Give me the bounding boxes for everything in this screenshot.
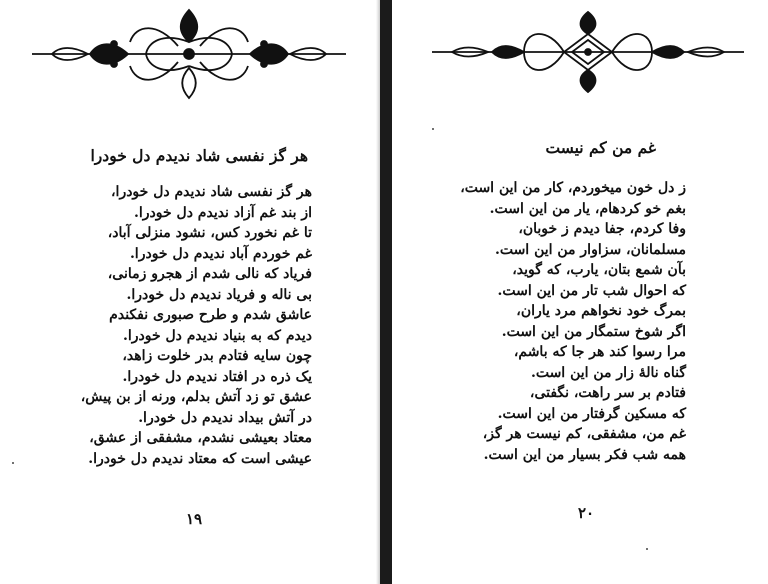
poem-line: همه شب فکر بسیار من این است.: [483, 446, 686, 463]
poem-line: بآن شمع بتان، یارب، که گوید،: [512, 262, 686, 278]
poem-line: فریاد که نالی شدم از هجرو زمانی،: [107, 266, 312, 282]
left-page: [0, 0, 380, 584]
poem-line: که احوال شب تار من این است.: [497, 282, 686, 299]
page-number: ۱۹: [186, 510, 203, 528]
poem-line: در آتش بیداد ندیدم دل خودرا.: [138, 409, 312, 426]
poem-line: که مسکین گرفتار من این است.: [497, 405, 686, 422]
poem-line: بی ناله و فریاد ندیدم دل خودرا.: [126, 286, 312, 303]
poem-line: غم خوردم آباد ندیدم دل خودرا.: [129, 245, 312, 262]
poem-line: از بند غم آزاد ندیدم دل خودرا.: [134, 204, 312, 221]
poem-title: هر گز نفسی شاد ندیدم دل خودرا: [90, 146, 308, 165]
poem-line: بغم خو کردهام، یار من این است.: [489, 200, 686, 217]
knot-ornament-icon: [428, 6, 748, 96]
poem-line: چون سایه فتادم بدر خلوت زاهد،: [122, 348, 312, 364]
poem-line: تا غم نخورد کس، نشود منزلی آباد،: [107, 225, 312, 241]
poem-line: دیدم که به بنیاد ندیدم دل خودرا.: [122, 327, 312, 344]
poem-lines: [12, 182, 312, 469]
ink-speck: [12, 462, 14, 464]
poem-line: معتاد بعیشی نشدم، مشفقی از عشق،: [89, 430, 312, 446]
floral-ornament-icon: [28, 2, 350, 106]
poem-line: عیشی است که معتاد ندیدم دل خودرا.: [88, 450, 312, 467]
poem-line: مرا رسوا کند هر جا که باشم،: [513, 344, 686, 360]
poem-line: عشق تو زد آتش بدلم، ورنه از بن پیش،: [80, 389, 312, 405]
page-number: ۲۰: [578, 504, 595, 522]
poem-line: غم من، مشفقی، کم نیست هر گز،: [482, 426, 686, 442]
poem-line: مسلمانان، سزاوار من این است.: [494, 241, 686, 258]
poem-line: اگر شوخ ستمگار من این است.: [501, 323, 686, 340]
poem-line: بمرگ خود نخواهم مرد یاران،: [516, 303, 686, 319]
right-page: [392, 0, 768, 584]
ink-speck: [646, 548, 648, 550]
poem-line: عاشق شدم و طرح صبوری نفکندم: [109, 307, 312, 323]
book-spine: [380, 0, 392, 584]
poem-line: هر گز نفسی شاد ندیدم دل خودرا،: [111, 184, 312, 200]
poem-line: ز دل خون میخوردم، کار من این است،: [460, 180, 686, 196]
poem-line: گناه نالهٔ زار من این است.: [530, 364, 686, 381]
ink-speck: [432, 128, 434, 130]
poem-title: غم من کم نیست: [545, 138, 656, 157]
poem-line: فتادم بر سر راهت، نگفتی،: [529, 385, 686, 401]
poem-lines: [406, 178, 686, 465]
poem-line: وفا کردم، جفا دیدم ز خوبان،: [518, 221, 686, 237]
poem-line: یک ذره در افتاد ندیدم دل خودرا.: [122, 368, 312, 385]
